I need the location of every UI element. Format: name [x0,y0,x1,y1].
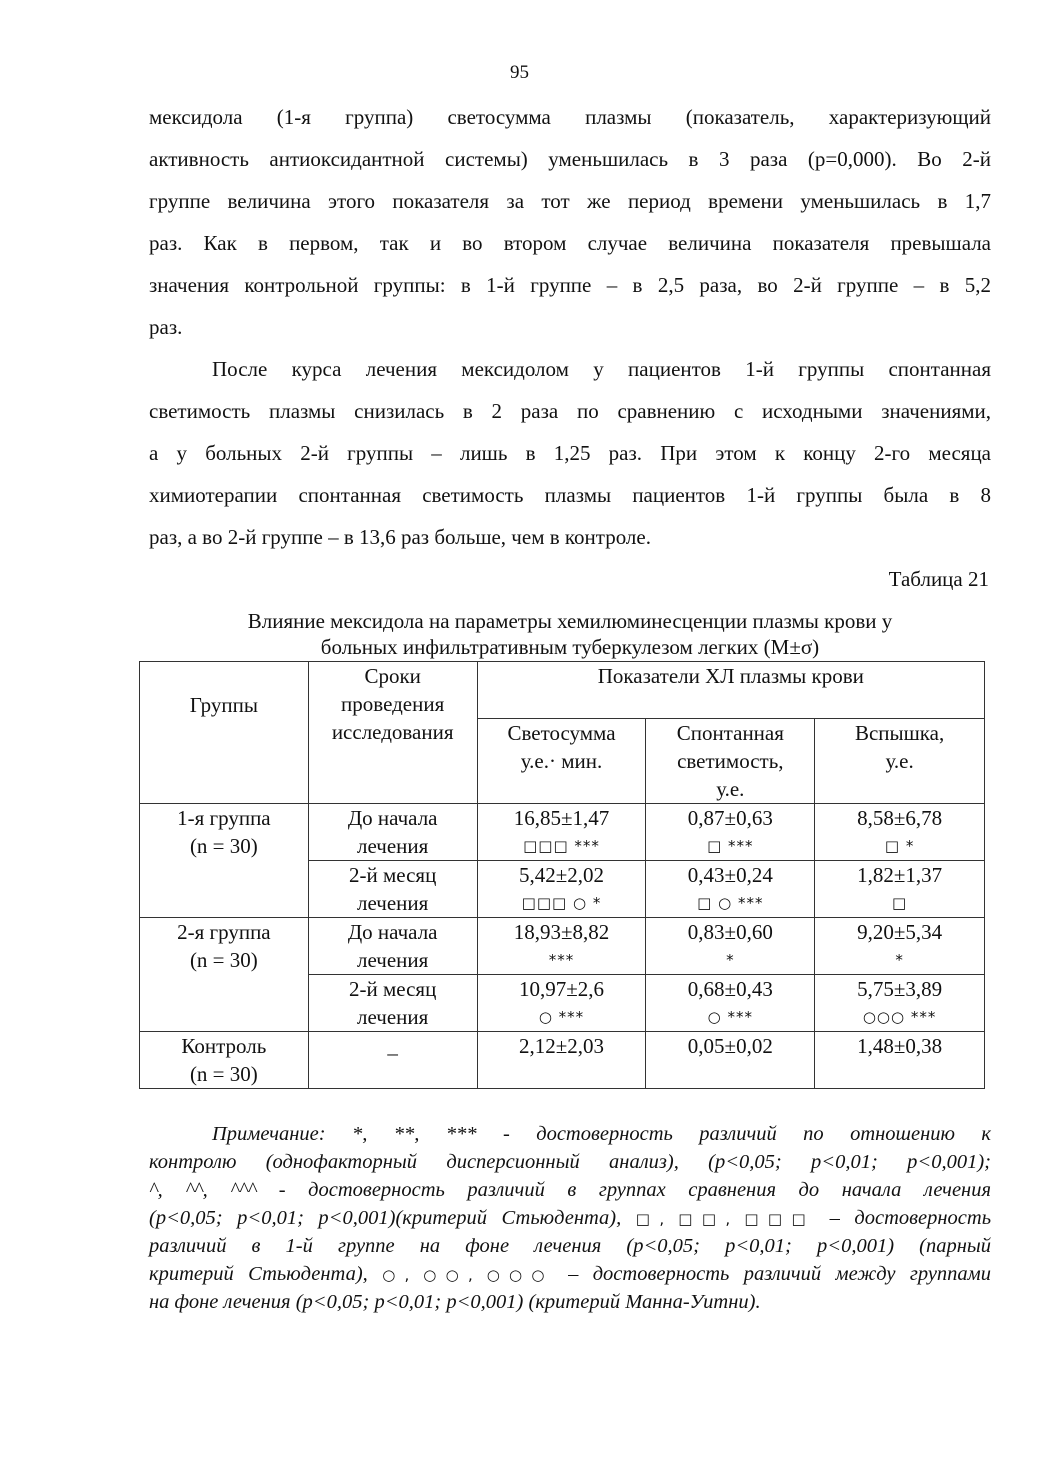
significance-marks: □ *** [707,837,754,855]
value: 1,82±1,37 [857,863,943,887]
paragraph-1-line: группе величина этого показателя за тот же период времени уменьшилась в 1,7 [149,189,991,213]
value-cell [646,975,815,1032]
paragraph-1-line: значения контрольной группы: в 1-й группе – в 2,5 раза, во 2-й группе – в 5,2 [149,273,991,297]
table-row [140,918,985,975]
value: 0,05±0,02 [687,1034,773,1058]
value-cell [815,1032,985,1089]
paragraph-2-line: а у больных 2-й группы – лишь в 1,25 раз. При этом к концу 2-го месяца [149,441,991,465]
data-table [139,661,985,1089]
value: 2,12±2,03 [518,1034,605,1058]
note-line: Примечание: *, **, *** - достоверность различий по отношению к [212,1123,991,1145]
note-text: (р<0,05; р<0,01; р<0,001)(критерий Стьюдента), [149,1207,622,1229]
note-line: на фоне лечения (р<0,05; р<0,01; р<0,001) (критерий Манна-Уитни). [149,1291,761,1313]
value: 5,75±3,89 [857,977,943,1001]
paragraph-2-line: светимость плазмы снизилась в 2 раза по сравнению с исходными значениями, [149,399,991,423]
table-row [140,804,985,861]
table-row-control [140,1032,985,1089]
header-line: Светосумма [507,721,616,745]
square-symbols: □, □□, □□□ [635,1210,816,1228]
value-cell [815,804,985,861]
header-line: у.е. [716,777,745,801]
group-cell [140,918,309,1032]
group-name: 2-я группа [177,920,271,944]
note-text: – достоверность различий между группами [568,1263,992,1285]
group-name: 1-я группа [177,806,271,830]
significance-marks: * [895,951,904,969]
significance-marks: □□□ ○ * [521,894,602,912]
significance-marks: ○ *** [538,1008,585,1026]
paragraph-2-line: раз, а во 2-й группе – в 13,6 раз больше, чем в контроле. [149,525,651,549]
circle-symbols: ○, ○○, ○○○ [382,1266,554,1284]
header-line: у.е.· мин. [520,749,603,773]
note-text: критерий Стьюдента), [149,1263,368,1285]
header-terms-line: проведения [341,692,445,716]
body-text [149,96,991,558]
value-cell [477,975,646,1032]
value: 1,48±0,38 [857,1034,943,1058]
significance-marks: * [726,951,735,969]
header-terms [308,662,477,804]
paragraph-2-line: химиотерапии спонтанная светимость плазмы пациентов 1-й группы была в 8 [149,483,991,507]
paragraph-2-line: После курса лечения мексидолом у пациентов 1-й группы спонтанная [212,357,991,381]
table-caption-line: Влияние мексидола на параметры хемилюминесценции плазмы крови у [247,609,893,633]
term-line: лечения [357,1005,429,1029]
term-cell [308,804,477,861]
value-cell [646,804,815,861]
significance-marks: *** [548,951,575,969]
group-size: (n = 30) [189,948,258,972]
value: 0,43±0,24 [687,863,773,887]
header-groups [140,662,309,804]
term-cell [308,975,477,1032]
header-terms-line: Сроки [364,664,421,688]
table-note [149,1120,991,1316]
value: 0,87±0,63 [687,806,773,830]
value-cell [477,861,646,918]
value-cell [477,918,646,975]
paragraph-1-line: активность антиоксидантной системы) уменьшилась в 3 раза (р=0,000). Во 2-й [149,147,991,171]
value-cell [815,918,985,975]
term-line: 2-й месяц [348,977,437,1001]
significance-marks: □ [892,894,908,912]
note-line [149,1260,991,1288]
value-cell [477,1032,646,1089]
note-text: – достоверность [829,1207,992,1229]
significance-marks: □ ○ *** [697,894,764,912]
group-name: Контроль [181,1034,267,1058]
header-line: у.е. [885,749,914,773]
value: 9,20±5,34 [857,920,943,944]
value: 16,85±1,47 [513,806,610,830]
note-line [149,1204,991,1232]
group-cell [140,1032,309,1089]
header-terms-line: исследования [331,720,454,744]
value: 8,58±6,78 [857,806,943,830]
term-cell [308,861,477,918]
term-line: До начала [347,920,438,944]
value-cell [815,861,985,918]
value: 5,42±2,02 [518,863,605,887]
value-cell [646,1032,815,1089]
significance-marks: □□□ *** [523,837,600,855]
header-col-flash [815,719,985,804]
value: 10,97±2,6 [518,977,605,1001]
paragraph-1-line: раз. [149,315,183,339]
table-header-row [140,662,985,719]
header-col-spontaneous [646,719,815,804]
value-cell [646,861,815,918]
group-size: (n = 30) [189,1062,258,1086]
significance-marks: ○○○ *** [862,1008,937,1026]
header-line: светимость, [677,749,784,773]
value: 0,68±0,43 [687,977,773,1001]
note-line: различий в 1-й группе на фоне лечения (р<0,05; р<0,01; р<0,001) (парный [149,1235,991,1257]
significance-marks: □ * [884,837,915,855]
term-line: 2-й месяц [348,863,437,887]
group-size: (n = 30) [189,834,258,858]
page-number: 95 [510,62,529,83]
table-caption [149,608,991,660]
term-line: лечения [357,834,429,858]
header-indicators-text: Показатели ХЛ плазмы крови [597,664,864,688]
value: 0,83±0,60 [687,920,773,944]
term-line: До начала [347,806,438,830]
significance-marks: ○ *** [707,1008,753,1026]
table-caption-line: больных инфильтративным туберкулезом легких (M±σ) [320,635,820,659]
term-line: _ [387,1034,398,1058]
note-line: контролю (однофакторный дисперсионный анализ), (р<0,05; р<0,01; р<0,001); [149,1151,991,1173]
term-cell [308,1032,477,1089]
value-cell [477,804,646,861]
header-groups-text: Группы [189,692,258,717]
value-cell [646,918,815,975]
note-line: ^, ^^, ^^^ - достоверность различий в группах сравнения до начала лечения [149,1179,991,1201]
paragraph-1-line: мексидола (1-я группа) светосумма плазмы (показатель, характеризующий [149,105,991,129]
term-line: лечения [357,948,429,972]
value: 18,93±8,82 [513,920,610,944]
header-indicators [477,662,984,719]
table-label: Таблица 21 [888,567,989,591]
term-line: лечения [357,891,429,915]
paragraph-1-line: раз. Как в первом, так и во втором случае величина показателя превышала [149,231,991,255]
header-line: Вспышка, [854,721,945,745]
term-cell [308,918,477,975]
header-line: Спонтанная [676,721,784,745]
value-cell [815,975,985,1032]
group-cell [140,804,309,918]
header-col-lightsum [477,719,646,804]
